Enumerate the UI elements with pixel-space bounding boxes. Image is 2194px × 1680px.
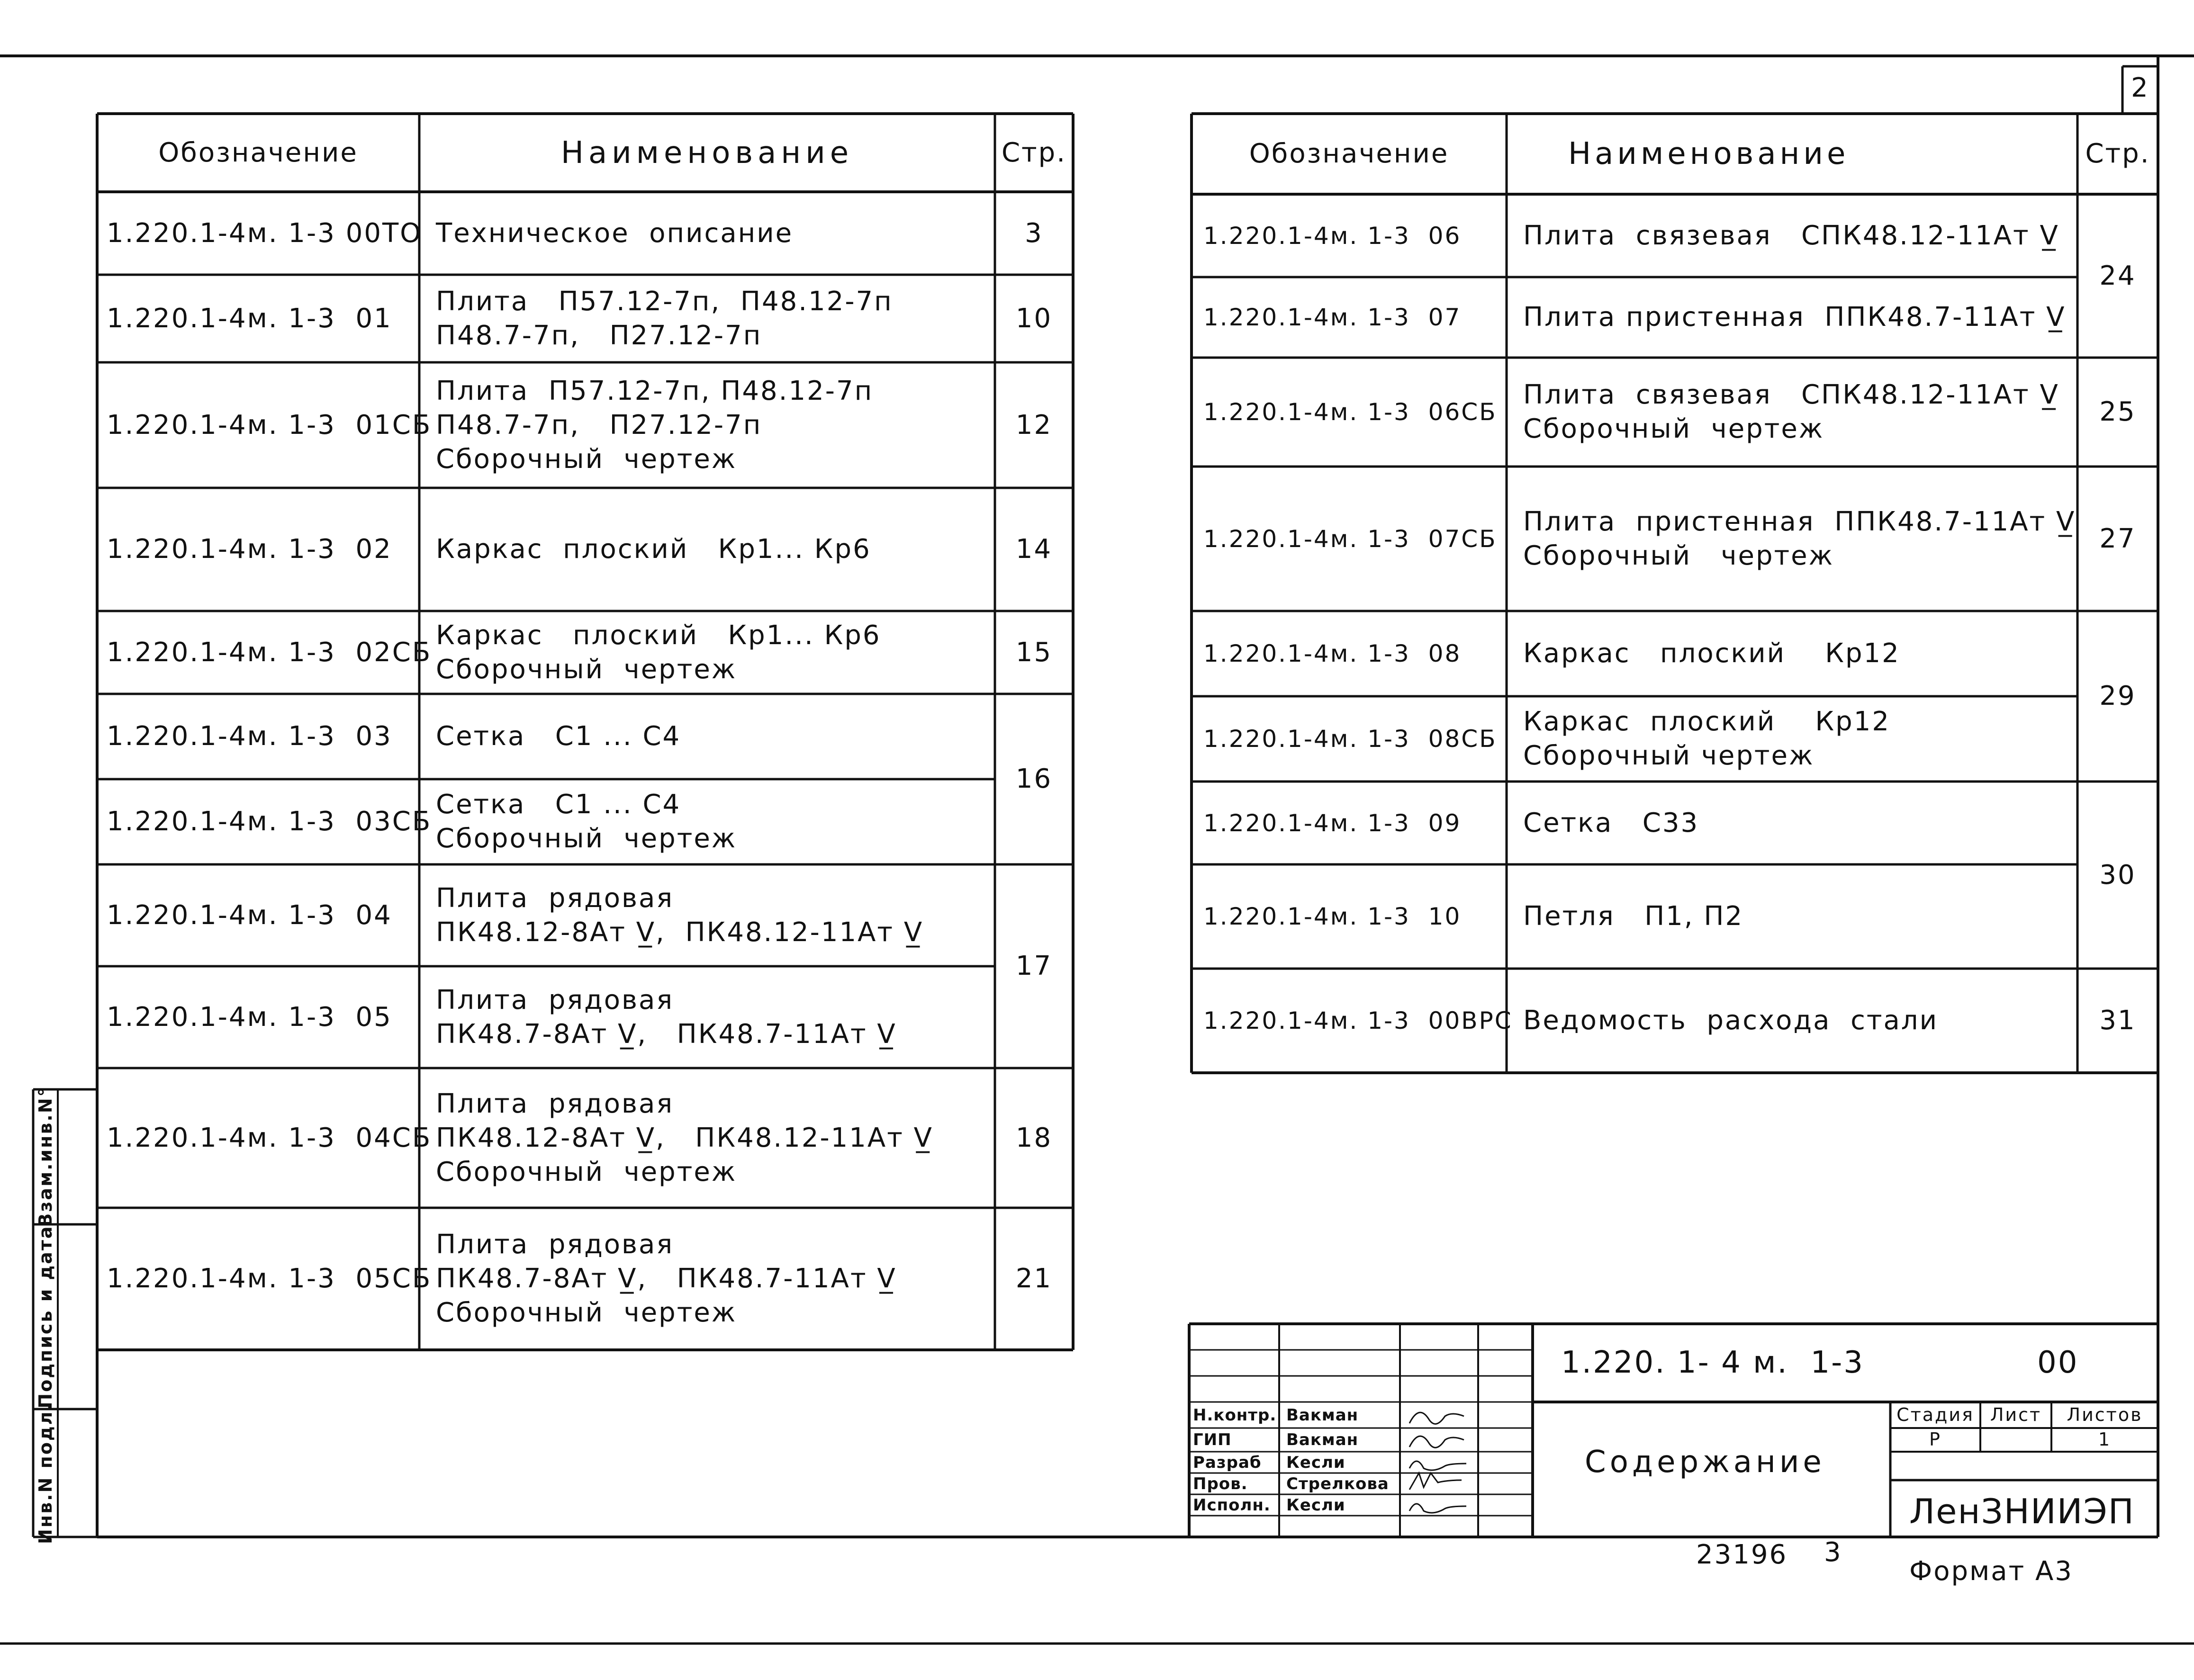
role-label: Н.контр.: [1193, 1405, 1277, 1425]
role-label: ГИП: [1193, 1430, 1232, 1449]
right-page-30: 30: [2099, 859, 2136, 890]
role-person-name: Вакман: [1286, 1405, 1359, 1425]
right-row-designation: 1.220.1-4м. 1-3 00ВРС: [1203, 1007, 1513, 1034]
stage-value: Р: [1929, 1429, 1941, 1450]
left-row-name-line: ПК48.7-8Ат V̲, ПК48.7-11Ат V̲: [436, 1018, 897, 1050]
left-row-name: [436, 619, 990, 687]
right-page-31: 31: [2099, 1005, 2136, 1036]
right-row-designation: 1.220.1-4м. 1-3 08СБ: [1203, 725, 1497, 753]
left-row-name: [436, 532, 990, 566]
left-row-name-line: Сборочный чертеж: [436, 654, 737, 685]
title-block-code: 1.220. 1- 4 м. 1-3: [1561, 1345, 1864, 1380]
stamp-signature-date: Подпись и дата: [35, 1225, 56, 1409]
left-row-page: 14: [1015, 534, 1053, 565]
right-row-name-line: Каркас плоский Кр12: [1523, 706, 1890, 737]
left-row-page: 12: [1015, 409, 1053, 440]
stage-header: Стадия: [1896, 1404, 1974, 1425]
sheets-header: Листов: [2067, 1404, 2143, 1425]
left-row-page: 18: [1015, 1122, 1053, 1153]
title-block-org: ЛенЗНИИЭП: [1909, 1491, 2135, 1531]
role-label: Пров.: [1193, 1474, 1248, 1493]
left-row-designation: 1.220.1-4м. 1-3 03: [107, 721, 392, 752]
footer-copy: 3: [1824, 1537, 1842, 1568]
right-header-designation: Обозначение: [1249, 138, 1449, 169]
role-person-name: Кесли: [1286, 1495, 1345, 1515]
left-row-name-line: Сборочный чертеж: [436, 1297, 737, 1328]
right-row-name: [1523, 705, 2073, 773]
role-person-name: Вакман: [1286, 1430, 1359, 1449]
right-row-name: [1523, 806, 2073, 840]
right-row-name-line: Петля П1, П2: [1523, 901, 1744, 932]
right-row-name-line: Сборочный чертеж: [1523, 740, 1815, 771]
left-row-name-line: Сборочный чертеж: [436, 1156, 737, 1187]
left-row-designation: 1.220.1-4м. 1-3 04СБ: [107, 1122, 432, 1153]
right-row-name-line: Плита пристенная ППК48.7-11Ат V̲: [1523, 302, 2066, 332]
left-row-name-line: Техническое описание: [436, 217, 794, 249]
right-row-designation: 1.220.1-4м. 1-3 07: [1203, 304, 1462, 331]
footer-format: Формат А3: [1909, 1556, 2073, 1587]
left-row-name-line: П48.7-7п, П27.12-7п: [436, 320, 762, 351]
left-row-page: 15: [1015, 637, 1053, 668]
right-row-designation: 1.220.1-4м. 1-3 06: [1203, 222, 1462, 250]
left-row-page: 21: [1015, 1263, 1053, 1294]
left-row-name: [436, 285, 990, 353]
left-row-designation: 1.220.1-4м. 1-3 05: [107, 1001, 392, 1033]
left-header-designation: Обозначение: [158, 137, 358, 168]
left-row-name: [436, 1087, 990, 1189]
left-header-name: Наименование: [560, 135, 854, 171]
left-merged-page-16: 16: [1015, 764, 1053, 794]
left-row-name-line: Плита П57.12-7п, П48.12-7п: [436, 375, 874, 406]
right-header-name: Наименование: [1568, 136, 1850, 171]
right-page-29: 29: [2099, 681, 2136, 711]
role-person-name: Кесли: [1286, 1453, 1345, 1472]
left-row-designation: 1.220.1-4м. 1-3 03СБ: [107, 806, 432, 837]
right-row-name-line: Сборочный чертеж: [1523, 413, 1824, 444]
left-row-name-line: Плита рядовая: [436, 1229, 674, 1260]
title-block-code-suffix: 00: [2037, 1345, 2079, 1380]
left-row-designation: 1.220.1-4м. 1-3 04: [107, 899, 392, 931]
left-row-name: [436, 216, 990, 251]
right-row-name: [1523, 899, 2073, 934]
left-row-name-line: Плита П57.12-7п, П48.12-7п: [436, 286, 893, 317]
left-row-name: [436, 983, 990, 1051]
right-row-name-line: Сборочный чертеж: [1523, 540, 1834, 571]
right-row-name-line: Плита пристенная ППК48.7-11Ат V̲: [1523, 506, 2076, 537]
right-row-name: [1523, 378, 2073, 446]
sheets-value: 1: [2098, 1429, 2112, 1450]
right-row-designation: 1.220.1-4м. 1-3 10: [1203, 903, 1462, 930]
left-merged-page-17: 17: [1015, 951, 1053, 981]
left-row-designation: 1.220.1-4м. 1-3 01СБ: [107, 409, 432, 440]
left-row-name-line: ПК48.12-8Ат V̲, ПК48.12-11Ат V̲: [436, 1122, 933, 1153]
left-row-name-line: ПК48.7-8Ат V̲, ПК48.7-11Ат V̲: [436, 1263, 897, 1294]
left-row-name-line: Плита рядовая: [436, 1088, 674, 1119]
right-page-25: 25: [2099, 396, 2136, 427]
title-block-title: Содержание: [1585, 1445, 1825, 1480]
left-row-page: 3: [1025, 217, 1043, 249]
right-row-name: [1523, 637, 2073, 671]
left-row-name-line: Плита рядовая: [436, 882, 674, 914]
right-row-name: [1523, 1004, 2073, 1038]
left-row-page: 10: [1015, 303, 1053, 334]
left-row-name-line: П48.7-7п, П27.12-7п: [436, 409, 762, 440]
right-header-page: Стр.: [2085, 138, 2150, 169]
left-row-name: [436, 1228, 990, 1330]
left-row-name: [436, 374, 990, 476]
left-row-designation: 1.220.1-4м. 1-3 02: [107, 534, 392, 565]
left-row-name-line: Сетка С1 ... С4: [436, 789, 681, 820]
right-row-name-line: Сетка С33: [1523, 807, 1699, 838]
right-page-27: 27: [2099, 523, 2136, 554]
left-row-designation: 1.220.1-4м. 1-3 01: [107, 303, 392, 334]
left-row-name-line: Сетка С1 ... С4: [436, 721, 681, 752]
left-header-page: Стр.: [1001, 137, 1067, 168]
right-row-name-line: Каркас плоский Кр12: [1523, 638, 1900, 669]
sheet-number: 2: [2131, 72, 2149, 103]
right-row-designation: 1.220.1-4м. 1-3 09: [1203, 809, 1462, 837]
left-row-name: [436, 788, 990, 856]
role-person-name: Стрелкова: [1286, 1474, 1389, 1493]
role-label: Разраб: [1193, 1453, 1262, 1472]
right-row-name: [1523, 300, 2073, 334]
right-row-name-line: Плита связевая СПК48.12-11Ат V̲: [1523, 379, 2059, 410]
left-row-name-line: Каркас плоский Кр1... Кр6: [436, 534, 871, 565]
footer-number: 23196: [1696, 1539, 1788, 1570]
right-row-name-line: Ведомость расхода стали: [1523, 1005, 1938, 1036]
left-row-designation: 1.220.1-4м. 1-3 05СБ: [107, 1263, 432, 1294]
left-row-name-line: Каркас плоский Кр1... Кр6: [436, 620, 881, 651]
sheet-header: Лист: [1990, 1404, 2042, 1425]
right-row-name: [1523, 505, 2076, 573]
right-row-designation: 1.220.1-4м. 1-3 06СБ: [1203, 398, 1497, 426]
left-row-name: [436, 881, 990, 950]
right-row-designation: 1.220.1-4м. 1-3 07СБ: [1203, 525, 1497, 553]
stamp-inv-podl: Инв.N подл.: [35, 1402, 56, 1544]
left-row-name-line: ПК48.12-8Ат V̲, ПК48.12-11Ат V̲: [436, 916, 924, 948]
left-row-name-line: Сборочный чертеж: [436, 443, 737, 475]
left-row-name: [436, 719, 990, 754]
left-row-name-line: Сборочный чертеж: [436, 823, 737, 854]
right-row-name-line: Плита связевая СПК48.12-11Ат V̲: [1523, 220, 2059, 251]
left-row-designation: 1.220.1-4м. 1-3 00ТО: [107, 217, 423, 249]
right-row-designation: 1.220.1-4м. 1-3 08: [1203, 640, 1462, 667]
stamp-vzam-inv: Взам.инв.N°: [35, 1086, 56, 1227]
left-row-designation: 1.220.1-4м. 1-3 02СБ: [107, 637, 432, 668]
role-label: Исполн.: [1193, 1495, 1271, 1515]
right-row-name: [1523, 219, 2073, 253]
right-page-24: 24: [2099, 260, 2136, 291]
left-row-name-line: Плита рядовая: [436, 984, 674, 1015]
